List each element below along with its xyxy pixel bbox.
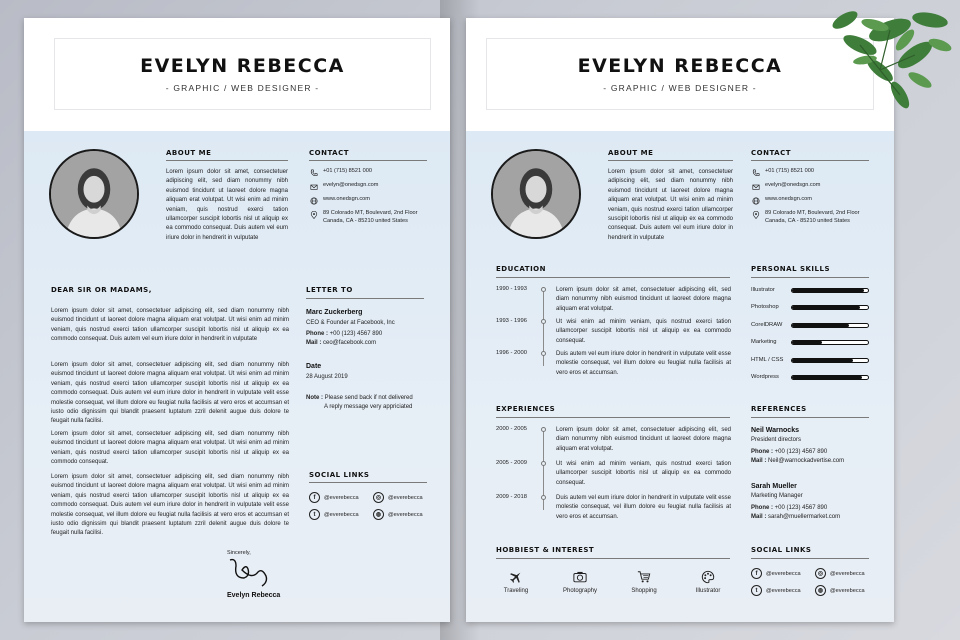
education-rule	[496, 277, 730, 278]
about-heading: ABOUT ME	[608, 149, 654, 157]
phone-icon	[309, 168, 318, 177]
facebook-icon: f	[309, 492, 320, 503]
phone-label: Phone :	[751, 449, 773, 455]
location-pin-icon	[309, 210, 318, 219]
phone-value: +00 (123) 4567 890	[773, 505, 828, 511]
social-rule	[751, 558, 869, 559]
social-link[interactable]	[751, 585, 801, 596]
signature-name: Evelyn Rebecca	[227, 592, 281, 599]
phone-value: +00 (123) 4567 890	[328, 331, 383, 337]
contact-text: +01 (715) 8521 000	[765, 168, 814, 174]
skill-bar-fill	[792, 341, 822, 344]
letter-to-heading: LETTER TO	[306, 286, 353, 294]
skill-name: Photoshop	[751, 304, 779, 311]
about-text: Lorem ipsum dolor sit amet, consectetuer adipiscing elit, sed diam nonummy nibh euismod tincidunt ut laoreet dolore magna aliquam erat volutpat. Ut wisi enim ad minim veniam, quis nostrud exerci tation ullamcorper suscipit lobortis nisl ut aliquip ex ea commodo consequat. Duis autem vel eum iriure dolor in hendrerit in vulputate	[608, 169, 733, 241]
contact-item	[309, 182, 429, 191]
mail-label: Mail :	[306, 340, 322, 346]
skill-bar-fill	[792, 289, 864, 292]
skill-bar	[791, 305, 869, 310]
reference-phone	[751, 505, 827, 511]
contact-item	[751, 182, 871, 191]
mail-icon	[309, 182, 318, 191]
reference-mail	[751, 458, 844, 464]
hobby-label: Illustrator	[695, 588, 721, 594]
timeline-dot	[541, 495, 546, 500]
contact-text: +01 (715) 8521 000	[323, 168, 372, 174]
social-handle: @everebecca	[324, 511, 359, 518]
plant-decoration	[820, 0, 960, 130]
sincerely-text: Sincerely,	[227, 550, 251, 556]
skill-bar	[791, 288, 869, 293]
skill-name: HTML / CSS	[751, 356, 784, 363]
signature-mark	[224, 556, 274, 590]
social-heading: SOCIAL LINKS	[751, 546, 812, 554]
contact-text: evelyn@onedsgn.com	[765, 182, 821, 188]
instagram-icon: ◎	[373, 492, 384, 503]
job-subtitle: - GRAPHIC / WEB DESIGNER -	[165, 83, 320, 93]
about-heading: ABOUT ME	[166, 149, 212, 157]
timeline-years: 1996 - 2000	[496, 350, 527, 356]
skill-name: CorelDRAW	[751, 321, 783, 328]
contact-rule	[309, 160, 427, 161]
social-link[interactable]	[373, 509, 423, 520]
note-value: Please send back if not delivered	[323, 395, 413, 401]
timeline-years: 2009 - 2018	[496, 494, 527, 500]
mail-label: Mail :	[751, 514, 767, 520]
social-handle: @everebecca	[324, 494, 359, 501]
twitter-icon: t	[309, 509, 320, 520]
contact-item	[751, 196, 871, 205]
dribbble-icon: ◍	[815, 585, 826, 596]
social-link[interactable]	[815, 585, 865, 596]
timeline-dot	[541, 287, 546, 292]
social-rule	[309, 482, 427, 483]
palette-icon	[683, 570, 733, 584]
letter-to-rule	[306, 298, 424, 299]
contact-heading: CONTACT	[751, 149, 792, 157]
social-handle: @everebecca	[766, 587, 801, 594]
camera-icon	[555, 570, 605, 584]
social-link[interactable]	[751, 568, 801, 579]
experiences-heading: EXPERIENCES	[496, 405, 556, 413]
timeline-text: Ut wisi enim ad minim veniam, quis nostrud exerci tation ullamcorper suscipit lobortis nisl ut aliquip ex ea commodo consequat.	[556, 461, 731, 486]
skill-bar	[791, 323, 869, 328]
letter-paragraph-3: Lorem ipsum dolor sit amet, consectetuer adipiscing elit, sed diam nonummy nibh euismod tincidunt ut laoreet dolore magna aliquam erat volutpat. Ut wisi enim ad minim veniam, quis nostrud exerci tation ullamcorper suscipit lobortis nisl ut aliquip ex ea commodo consequat.	[51, 431, 289, 466]
skill-name: Marketing	[751, 339, 777, 346]
timeline-years: 2000 - 2005	[496, 426, 527, 432]
skill-bar	[791, 375, 869, 380]
timeline-years: 1993 - 1996	[496, 318, 527, 324]
contact-item	[751, 168, 871, 177]
recipient-mail	[306, 340, 376, 346]
profile-photo	[49, 149, 139, 239]
social-link[interactable]	[815, 568, 865, 579]
mail-value: sarah@muellermarket.com	[766, 514, 841, 520]
timeline-dot	[541, 461, 546, 466]
social-link[interactable]	[309, 492, 359, 503]
hobby-label: Shopping	[631, 588, 657, 594]
skill-bar-fill	[792, 376, 862, 379]
timeline-text: Lorem ipsum dolor sit amet, consectetuer adipiscing elit, sed diam nonummy nibh euismod tincidunt ut laoreet dolore magna aliquam erat volutpat.	[556, 427, 731, 452]
skill-bar-fill	[792, 324, 849, 327]
name-header	[54, 38, 431, 110]
timeline-dot	[541, 351, 546, 356]
education-heading: EDUCATION	[496, 265, 546, 273]
timeline-years: 1990 - 1993	[496, 286, 527, 292]
note-line-2: A reply message very appriciated	[324, 404, 413, 410]
contact-item	[309, 196, 429, 205]
contact-item	[309, 168, 429, 177]
facebook-icon: f	[751, 568, 762, 579]
hobby-item	[683, 570, 733, 594]
skills-heading: PERSONAL SKILLS	[751, 265, 831, 273]
contact-text: www.onedsgn.com	[323, 196, 370, 202]
skill-bar-fill	[792, 306, 860, 309]
social-heading: SOCIAL LINKS	[309, 471, 370, 479]
reference-mail	[751, 514, 840, 520]
phone-icon	[751, 168, 760, 177]
reference-name: Neil Warnocks	[751, 427, 799, 434]
recipient-name: Marc Zuckerberg	[306, 309, 363, 316]
reference-title: President directors	[751, 437, 802, 443]
skill-name: Wordpress	[751, 374, 779, 380]
name-title: EVELYN REBECCA	[577, 55, 783, 77]
name-header	[486, 38, 874, 110]
social-link[interactable]	[373, 492, 423, 503]
profile-photo	[491, 149, 581, 239]
contact-item	[751, 210, 871, 225]
job-subtitle: - GRAPHIC / WEB DESIGNER -	[603, 83, 757, 93]
instagram-icon: ◎	[815, 568, 826, 579]
social-handle: @everebecca	[830, 587, 865, 594]
mail-value: Neil@warnockadvertise.com	[766, 458, 845, 464]
location-pin-icon	[751, 210, 760, 219]
note-line	[306, 395, 413, 401]
dribbble-icon: ◍	[373, 509, 384, 520]
mail-value: ceo@facebook.com	[321, 340, 377, 346]
shopping-cart-icon	[619, 570, 669, 584]
skill-bar	[791, 340, 869, 345]
references-rule	[751, 417, 869, 418]
social-link[interactable]	[309, 509, 359, 520]
contact-text: evelyn@onedsgn.com	[323, 182, 379, 188]
about-rule	[166, 160, 288, 161]
reference-phone	[751, 449, 827, 455]
mail-label: Mail :	[751, 458, 767, 464]
letter-paragraph-4: Lorem ipsum dolor sit amet, consectetuer adipiscing elit, sed diam nonummy nibh euismod tincidunt ut laoreet dolore magna aliquam erat volutpat. Ut wisi enim ad minim veniam, quis nostrud exerci tation ullamcorper suscipit lobortis nisl ut aliquip ex ea commodo consequat. Duis autem vel eum iriure dolor in hendrerit in vulputate velit esse molestie consequat, vel illum dolore eu feugiat nulla facilisis at vero eros et accumsan et iusto odio dignissim qui blandit praesent luptatum zzril delenit augue duis dolore te feugait nulla facilisi.	[51, 474, 289, 537]
letter-paragraph-2: Lorem ipsum dolor sit amet, consectetuer adipiscing elit, sed diam nonummy nibh euismod tincidunt ut laoreet dolore magna aliquam erat volutpat. Ut wisi enim ad minim veniam, quis nostrud exerci tation ullamcorper suscipit lobortis nisl ut aliquip ex ea commodo consequat. Duis autem vel eum iriure dolor in hendrerit in vulputate velit esse molestie consequat, vel illum dolore eu feugiat nulla facilisis at vero eros et accumsan et iusto odio dignissim qui blandit praesent luptatum zzril delenit augue duis dolore te feugait nulla facilisi.	[51, 362, 289, 425]
globe-icon	[309, 196, 318, 205]
reference-name: Sarah Mueller	[751, 483, 797, 490]
skill-bar-fill	[792, 359, 853, 362]
experiences-rule	[496, 417, 730, 418]
phone-label: Phone :	[751, 505, 773, 511]
hobby-item	[555, 570, 605, 594]
contact-heading: CONTACT	[309, 149, 350, 157]
about-rule	[608, 160, 733, 161]
hobby-item	[619, 570, 669, 594]
timeline-dot	[541, 319, 546, 324]
letter-paragraph-1: Lorem ipsum dolor sit amet, consectetuer adipiscing elit, sed diam nonummy nibh euismod tincidunt ut laoreet dolore magna aliquam erat volutpat. Ut wisi enim ad minim veniam, quis nostrud exerci tation ullamcorper suscipit lobortis nisl ut aliquip ex ea commodo consequat. Duis autem vel eum iriure dolor in hendrerit in vulputate	[51, 308, 289, 343]
hobby-label: Traveling	[503, 588, 529, 594]
timeline-text: Duis autem vel eum iriure dolor in hendrerit in vulputate velit esse molestie consequat, vel illum dolore eu feugiat nulla facilisis at vero eros et accumsan.	[556, 495, 731, 520]
contact-rule	[751, 160, 869, 161]
about-text: Lorem ipsum dolor sit amet, consectetuer adipiscing elit, sed diam nonummy nibh euismod tincidunt ut laoreet dolore magna aliquam erat volutpat. Ut wisi enim ad minim veniam, quis nostrud exerci tation ullamcorper suscipit lobortis nisl ut aliquip ex ea commodo consequat. Duis autem vel eum iriure dolor in hendrerit in vulputate	[166, 169, 288, 241]
twitter-icon: t	[751, 585, 762, 596]
social-handle: @everebecca	[766, 570, 801, 577]
timeline-text: Ut wisi enim ad minim veniam, quis nostrud exerci tation ullamcorper suscipit lobortis nisl ut aliquip ex ea commodo consequat.	[556, 319, 731, 344]
social-handle: @everebecca	[388, 494, 423, 501]
contact-text: 89 Colorado MT, Boulevard, 2nd Floor Canada, CA - 85210 united States	[323, 210, 418, 224]
timeline-text: Lorem ipsum dolor sit amet, consectetuer adipiscing elit, sed diam nonummy nibh euismod tincidunt ut laoreet dolore magna aliquam erat volutpat.	[556, 287, 731, 312]
hobby-heading: HOBBIEST & INTEREST	[496, 546, 595, 554]
timeline-years: 2005 - 2009	[496, 460, 527, 466]
social-handle: @everebecca	[830, 570, 865, 577]
social-handle: @everebecca	[388, 511, 423, 518]
date-value: 28 August 2019	[306, 374, 348, 380]
recipient-title: CEO & Founder at Facebook, Inc	[306, 320, 395, 326]
mail-icon	[751, 182, 760, 191]
note-label: Note :	[306, 395, 323, 401]
greeting: DEAR SIR OR MADAMS,	[51, 286, 152, 294]
contact-item	[309, 210, 429, 225]
globe-icon	[751, 196, 760, 205]
hobby-item	[491, 570, 541, 594]
timeline-dot	[541, 427, 546, 432]
reference-title: Marketing Manager	[751, 493, 803, 499]
name-title: EVELYN REBECCA	[140, 55, 345, 77]
references-heading: REFERENCES	[751, 405, 807, 413]
contact-text: www.onedsgn.com	[765, 196, 812, 202]
timeline-text: Duis autem vel eum iriure dolor in hendrerit in vulputate velit esse molestie consequat, vel illum dolore eu feugiat nulla facilisis at vero eros et accumsan.	[556, 351, 731, 376]
contact-text: 89 Colorado MT, Boulevard, 2nd Floor Canada, CA - 85210 united States	[765, 210, 860, 224]
phone-label: Phone :	[306, 331, 328, 337]
hobby-label: Photography	[562, 588, 598, 594]
skill-name: Illustrator	[751, 287, 775, 293]
skills-rule	[751, 277, 869, 278]
phone-value: +00 (123) 4567 890	[773, 449, 828, 455]
airplane-icon	[491, 570, 541, 584]
skill-bar	[791, 358, 869, 363]
cover-letter-page	[24, 18, 450, 622]
hobby-rule	[496, 558, 730, 559]
date-label: Date	[306, 363, 322, 370]
recipient-phone	[306, 331, 382, 337]
